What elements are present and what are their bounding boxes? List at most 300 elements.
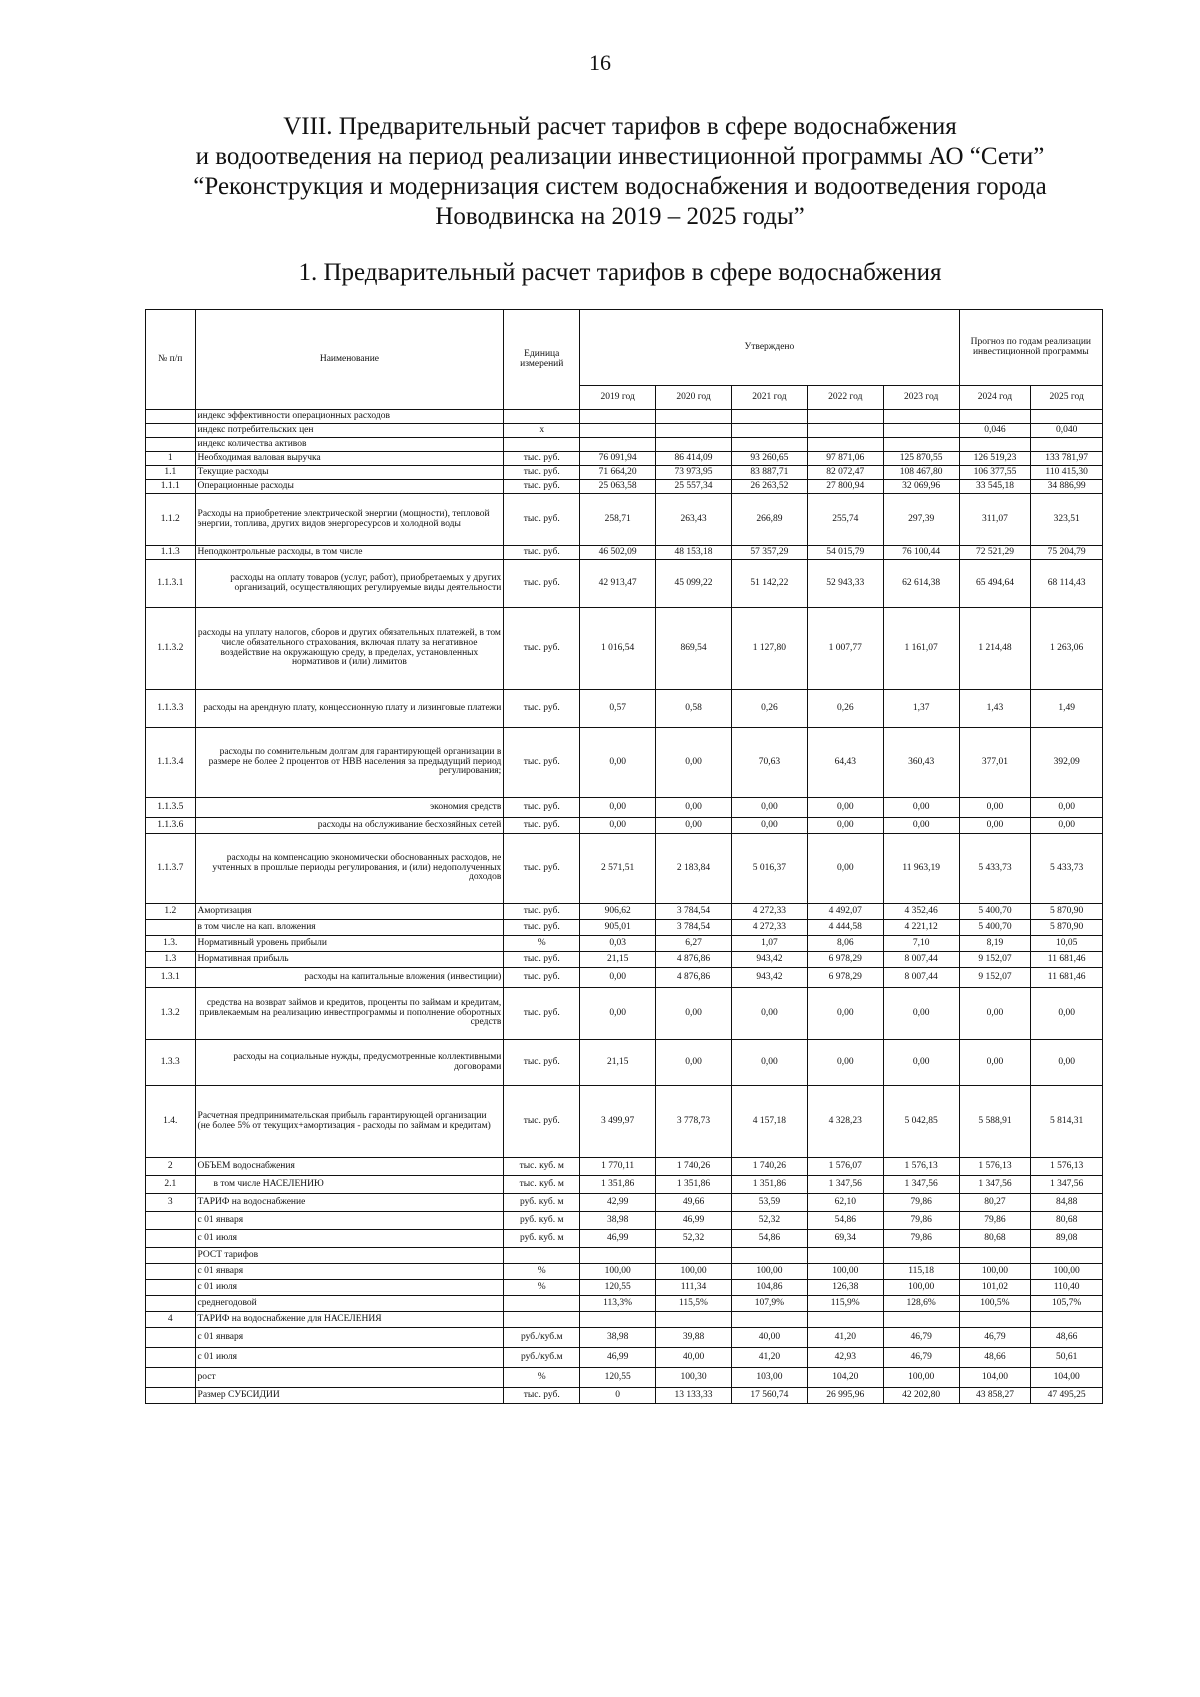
table-row <box>146 1264 1103 1280</box>
row-unit: тыс. руб. <box>504 1388 580 1404</box>
table-row <box>146 1328 1103 1348</box>
row-value: 1 351,86 <box>580 1176 656 1194</box>
row-value: 1,07 <box>731 936 807 952</box>
row-value: 46 502,09 <box>580 546 656 560</box>
row-value: 62,10 <box>807 1194 883 1212</box>
row-value: 13 133,33 <box>656 1388 732 1404</box>
row-name: среднегодовой <box>195 1296 504 1312</box>
row-value: 65 494,64 <box>959 560 1031 608</box>
row-name: Расходы на приобретение электрической энергии (мощности), тепловой энергии, топлива, других видов энергоресурсов и холодной воды <box>195 494 504 546</box>
row-name: Операционные расходы <box>195 480 504 494</box>
row-name: с 01 июля <box>195 1280 504 1296</box>
row-number: 1.1.3.4 <box>146 728 196 798</box>
row-unit: руб. куб. м <box>504 1194 580 1212</box>
row-value: 52 943,33 <box>807 560 883 608</box>
row-unit: тыс. руб. <box>504 818 580 834</box>
row-unit: % <box>504 1368 580 1388</box>
row-value: 0,00 <box>807 988 883 1040</box>
row-value: 26 263,52 <box>731 480 807 494</box>
row-value: 40,00 <box>731 1328 807 1348</box>
row-name: индекс количества активов <box>195 438 504 452</box>
row-unit: тыс. руб. <box>504 1086 580 1158</box>
row-name: РОСТ тарифов <box>195 1248 504 1264</box>
row-value: 5 400,70 <box>959 920 1031 936</box>
row-value: 8 007,44 <box>883 952 959 968</box>
row-value: 0,00 <box>1031 988 1103 1040</box>
row-value: 0,26 <box>731 690 807 728</box>
row-value: 39,88 <box>656 1328 732 1348</box>
row-value: 106 377,55 <box>959 466 1031 480</box>
row-value <box>959 1248 1031 1264</box>
row-unit: % <box>504 1280 580 1296</box>
row-value: 104,20 <box>807 1368 883 1388</box>
table-row <box>146 1158 1103 1176</box>
row-value: 57 357,29 <box>731 546 807 560</box>
row-name: расходы на арендную плату, концессионную плату и лизинговые платежи <box>195 690 504 728</box>
row-value: 6 978,29 <box>807 952 883 968</box>
row-name: Нормативная прибыль <box>195 952 504 968</box>
row-value: 8,06 <box>807 936 883 952</box>
row-value: 69,34 <box>807 1230 883 1248</box>
row-value: 263,43 <box>656 494 732 546</box>
header-name: Наименование <box>195 310 504 410</box>
row-value: 3 784,54 <box>656 920 732 936</box>
row-value: 51 142,22 <box>731 560 807 608</box>
row-value: 1,37 <box>883 690 959 728</box>
row-unit: тыс. руб. <box>504 920 580 936</box>
row-value: 120,55 <box>580 1280 656 1296</box>
row-value: 0,00 <box>807 818 883 834</box>
row-value: 2 571,51 <box>580 834 656 904</box>
row-number: 1.1.3 <box>146 546 196 560</box>
row-number: 2 <box>146 1158 196 1176</box>
row-value: 43 858,27 <box>959 1388 1031 1404</box>
row-number: 3 <box>146 1194 196 1212</box>
row-value: 297,39 <box>883 494 959 546</box>
row-value <box>580 410 656 424</box>
row-number: 1.1.2 <box>146 494 196 546</box>
row-name: ОБЪЕМ водоснабжения <box>195 1158 504 1176</box>
row-value <box>731 410 807 424</box>
heading-line-4: Новодвинска на 2019 – 2025 годы” <box>435 203 805 230</box>
row-number <box>146 1264 196 1280</box>
row-number: 1 <box>146 452 196 466</box>
row-number <box>146 1348 196 1368</box>
row-number: 1.3. <box>146 936 196 952</box>
row-value: 11 963,19 <box>883 834 959 904</box>
row-unit: руб./куб.м <box>504 1328 580 1348</box>
row-value: 11 681,46 <box>1031 952 1103 968</box>
header-num: № п/п <box>146 310 196 410</box>
row-value <box>731 438 807 452</box>
row-value: 126,38 <box>807 1280 883 1296</box>
row-value: 27 800,94 <box>807 480 883 494</box>
row-value: 4 492,07 <box>807 904 883 920</box>
row-value: 46,99 <box>656 1212 732 1230</box>
row-value: 3 784,54 <box>656 904 732 920</box>
row-value: 1 263,06 <box>1031 608 1103 690</box>
row-value: 0,00 <box>656 798 732 818</box>
row-unit: тыс. руб. <box>504 1040 580 1086</box>
row-value <box>807 438 883 452</box>
row-unit: тыс. руб. <box>504 988 580 1040</box>
row-value: 80,68 <box>1031 1212 1103 1230</box>
row-value: 392,09 <box>1031 728 1103 798</box>
row-value: 45 099,22 <box>656 560 732 608</box>
table-row <box>146 1176 1103 1194</box>
row-name: Текущие расходы <box>195 466 504 480</box>
row-unit <box>504 438 580 452</box>
row-value: 83 887,71 <box>731 466 807 480</box>
row-value: 72 521,29 <box>959 546 1031 560</box>
row-value: 0 <box>580 1388 656 1404</box>
row-value: 21,15 <box>580 1040 656 1086</box>
row-value: 86 414,09 <box>656 452 732 466</box>
row-value: 4 221,12 <box>883 920 959 936</box>
row-value: 5 588,91 <box>959 1086 1031 1158</box>
row-value: 100,30 <box>656 1368 732 1388</box>
row-value: 47 495,25 <box>1031 1388 1103 1404</box>
row-value: 1,43 <box>959 690 1031 728</box>
row-value: 0,00 <box>580 968 656 988</box>
row-value: 48,66 <box>1031 1328 1103 1348</box>
row-value: 110 415,30 <box>1031 466 1103 480</box>
row-value: 111,34 <box>656 1280 732 1296</box>
row-value: 377,01 <box>959 728 1031 798</box>
row-value: 5 016,37 <box>731 834 807 904</box>
row-name: в том числе на кап. вложения <box>195 920 504 936</box>
row-value: 32 069,96 <box>883 480 959 494</box>
row-value <box>883 1312 959 1328</box>
row-value: 33 545,18 <box>959 480 1031 494</box>
row-value <box>1031 1312 1103 1328</box>
row-value: 1 161,07 <box>883 608 959 690</box>
row-value: 0,00 <box>656 1040 732 1086</box>
row-value: 68 114,43 <box>1031 560 1103 608</box>
table-row <box>146 1388 1103 1404</box>
row-value: 115,18 <box>883 1264 959 1280</box>
row-name: с 01 июля <box>195 1230 504 1248</box>
row-unit: тыс. руб. <box>504 968 580 988</box>
row-value: 0,58 <box>656 690 732 728</box>
row-value: 5 814,31 <box>1031 1086 1103 1158</box>
row-value: 84,88 <box>1031 1194 1103 1212</box>
row-name: Размер СУБСИДИИ <box>195 1388 504 1404</box>
row-value: 6,27 <box>656 936 732 952</box>
row-value: 0,00 <box>959 798 1031 818</box>
row-unit <box>504 1312 580 1328</box>
row-value: 46,99 <box>580 1348 656 1368</box>
table-row <box>146 466 1103 480</box>
row-value <box>883 410 959 424</box>
row-name: с 01 января <box>195 1264 504 1280</box>
row-value: 93 260,65 <box>731 452 807 466</box>
row-value: 79,86 <box>883 1212 959 1230</box>
row-value: 1 347,56 <box>883 1176 959 1194</box>
row-value: 104,00 <box>959 1368 1031 1388</box>
row-value: 905,01 <box>580 920 656 936</box>
table-row <box>146 410 1103 424</box>
row-name: индекс потребительских цен <box>195 424 504 438</box>
table-row <box>146 1348 1103 1368</box>
row-value: 0,00 <box>1031 818 1103 834</box>
row-value: 48,66 <box>959 1348 1031 1368</box>
row-value: 1 351,86 <box>656 1176 732 1194</box>
table-row <box>146 546 1103 560</box>
row-value: 82 072,47 <box>807 466 883 480</box>
row-value: 105,7% <box>1031 1296 1103 1312</box>
row-value <box>807 410 883 424</box>
row-value: 0,00 <box>580 818 656 834</box>
row-value: 3 499,97 <box>580 1086 656 1158</box>
row-name: ТАРИФ на водоснабжение для НАСЕЛЕНИЯ <box>195 1312 504 1328</box>
row-value: 40,00 <box>656 1348 732 1368</box>
table-row <box>146 1368 1103 1388</box>
table-row <box>146 1086 1103 1158</box>
row-number: 1.1 <box>146 466 196 480</box>
row-value: 100,00 <box>807 1264 883 1280</box>
header-year: 2025 год <box>1031 386 1103 410</box>
row-value: 101,02 <box>959 1280 1031 1296</box>
table-row <box>146 480 1103 494</box>
row-number: 1.1.3.5 <box>146 798 196 818</box>
row-value: 8 007,44 <box>883 968 959 988</box>
row-value <box>807 1248 883 1264</box>
row-number <box>146 410 196 424</box>
row-value: 52,32 <box>656 1230 732 1248</box>
row-value: 100,00 <box>1031 1264 1103 1280</box>
row-value: 79,86 <box>883 1194 959 1212</box>
row-number: 2.1 <box>146 1176 196 1194</box>
table-row <box>146 1248 1103 1264</box>
row-unit: тыс. руб. <box>504 560 580 608</box>
row-value: 0,00 <box>580 988 656 1040</box>
row-value: 0,00 <box>807 1040 883 1086</box>
row-value: 53,59 <box>731 1194 807 1212</box>
row-unit: руб./куб.м <box>504 1348 580 1368</box>
row-value: 52,32 <box>731 1212 807 1230</box>
row-number: 1.4. <box>146 1086 196 1158</box>
row-value <box>883 1248 959 1264</box>
row-value: 76 100,44 <box>883 546 959 560</box>
table-header <box>146 310 1103 410</box>
row-value: 0,00 <box>883 798 959 818</box>
row-number <box>146 1230 196 1248</box>
row-name: Неподконтрольные расходы, в том числе <box>195 546 504 560</box>
row-value: 62 614,38 <box>883 560 959 608</box>
row-value <box>580 1248 656 1264</box>
row-value <box>656 438 732 452</box>
row-value: 8,19 <box>959 936 1031 952</box>
table-row <box>146 438 1103 452</box>
header-year: 2024 год <box>959 386 1031 410</box>
row-value: 38,98 <box>580 1328 656 1348</box>
row-number: 1.3.3 <box>146 1040 196 1086</box>
row-value: 0,00 <box>656 988 732 1040</box>
table-row <box>146 608 1103 690</box>
table-row <box>146 424 1103 438</box>
row-value: 0,26 <box>807 690 883 728</box>
row-value <box>807 1312 883 1328</box>
row-unit: тыс. руб. <box>504 452 580 466</box>
row-value: 100,00 <box>883 1280 959 1296</box>
row-name: индекс эффективности операционных расходов <box>195 410 504 424</box>
row-value: 9 152,07 <box>959 952 1031 968</box>
row-unit: руб. куб. м <box>504 1230 580 1248</box>
row-value: 80,27 <box>959 1194 1031 1212</box>
row-name: Необходимая валовая выручка <box>195 452 504 466</box>
row-value: 1 347,56 <box>959 1176 1031 1194</box>
row-number: 1.3 <box>146 952 196 968</box>
row-value: 5 870,90 <box>1031 920 1103 936</box>
table-row <box>146 920 1103 936</box>
row-value <box>731 424 807 438</box>
row-value: 0,00 <box>731 818 807 834</box>
row-value: 25 557,34 <box>656 480 732 494</box>
row-unit: тыс. куб. м <box>504 1158 580 1176</box>
table-row <box>146 728 1103 798</box>
row-value: 0,00 <box>807 798 883 818</box>
row-unit: % <box>504 1264 580 1280</box>
row-value: 4 157,18 <box>731 1086 807 1158</box>
row-value: 5 433,73 <box>1031 834 1103 904</box>
row-value: 38,98 <box>580 1212 656 1230</box>
row-name: Расчетная предпринимательская прибыль гарантирующей организации (не более 5% от текущих+амортизация - расходы по займам и кредитам) <box>195 1086 504 1158</box>
row-unit <box>504 1296 580 1312</box>
row-value: 46,79 <box>883 1328 959 1348</box>
table-row <box>146 952 1103 968</box>
row-value: 1 347,56 <box>807 1176 883 1194</box>
row-value: 906,62 <box>580 904 656 920</box>
row-unit: тыс. руб. <box>504 466 580 480</box>
row-value: 943,42 <box>731 968 807 988</box>
row-number: 1.1.3.6 <box>146 818 196 834</box>
row-value: 0,00 <box>959 1040 1031 1086</box>
row-unit: тыс. руб. <box>504 480 580 494</box>
row-value: 76 091,94 <box>580 452 656 466</box>
row-value: 0,00 <box>883 818 959 834</box>
row-name: расходы на социальные нужды, предусмотренные коллективными договорами <box>195 1040 504 1086</box>
row-value: 26 995,96 <box>807 1388 883 1404</box>
table-row <box>146 904 1103 920</box>
row-number <box>146 1328 196 1348</box>
row-unit: тыс. руб. <box>504 546 580 560</box>
row-value <box>580 1312 656 1328</box>
row-value: 100,00 <box>731 1264 807 1280</box>
row-value: 943,42 <box>731 952 807 968</box>
row-value <box>731 1312 807 1328</box>
row-name: с 01 января <box>195 1212 504 1230</box>
row-name: расходы на оплату товаров (услуг, работ), приобретаемых у других организаций, осуществляющих регулируемые виды деятельности <box>195 560 504 608</box>
heading-line-2: и водоотведения на период реализации инвестиционной программы АО “Сети” <box>195 143 1045 170</box>
row-number <box>146 1388 196 1404</box>
row-value: 1 351,86 <box>731 1176 807 1194</box>
row-value: 110,40 <box>1031 1280 1103 1296</box>
section-subheading: 1. Предварительный расчет тарифов в сфере водоснабжения <box>298 259 942 286</box>
row-value: 0,046 <box>959 424 1031 438</box>
header-year: 2022 год <box>807 386 883 410</box>
row-value: 1 770,11 <box>580 1158 656 1176</box>
row-value: 0,00 <box>731 1040 807 1086</box>
row-value: 115,9% <box>807 1296 883 1312</box>
row-value: 73 973,95 <box>656 466 732 480</box>
row-value: 100,00 <box>959 1264 1031 1280</box>
row-value: 107,9% <box>731 1296 807 1312</box>
row-value: 100,00 <box>580 1264 656 1280</box>
row-value: 54,86 <box>807 1212 883 1230</box>
row-value: 9 152,07 <box>959 968 1031 988</box>
header-year: 2020 год <box>656 386 732 410</box>
row-value: 54,86 <box>731 1230 807 1248</box>
row-value <box>656 424 732 438</box>
row-value: 4 352,46 <box>883 904 959 920</box>
row-name: экономия средств <box>195 798 504 818</box>
table-row <box>146 560 1103 608</box>
row-value: 6 978,29 <box>807 968 883 988</box>
row-value <box>656 410 732 424</box>
row-value: 4 272,33 <box>731 904 807 920</box>
row-value: 1 740,26 <box>656 1158 732 1176</box>
row-value: 311,07 <box>959 494 1031 546</box>
heading-line-1: VIII. Предварительный расчет тарифов в сфере водоснабжения <box>283 113 957 140</box>
row-name: расходы на компенсацию экономически обоснованных расходов, не учтенных в прошлые периоды регулирования, и (или) недополученных доходов <box>195 834 504 904</box>
table-row <box>146 1296 1103 1312</box>
row-value <box>580 438 656 452</box>
table-row <box>146 1212 1103 1230</box>
row-value: 5 042,85 <box>883 1086 959 1158</box>
table-row <box>146 1230 1103 1248</box>
row-value: 125 870,55 <box>883 452 959 466</box>
row-value: 323,51 <box>1031 494 1103 546</box>
table-row <box>146 1312 1103 1328</box>
row-value: 42 913,47 <box>580 560 656 608</box>
row-value: 5 433,73 <box>959 834 1031 904</box>
row-value: 5 870,90 <box>1031 904 1103 920</box>
table-row <box>146 452 1103 466</box>
row-number: 1.1.3.7 <box>146 834 196 904</box>
row-value: 1 576,13 <box>959 1158 1031 1176</box>
table-row <box>146 818 1103 834</box>
row-value: 4 328,23 <box>807 1086 883 1158</box>
row-value: 41,20 <box>731 1348 807 1368</box>
row-unit <box>504 410 580 424</box>
row-value: 64,43 <box>807 728 883 798</box>
row-number <box>146 920 196 936</box>
row-value: 126 519,23 <box>959 452 1031 466</box>
page-number: 16 <box>589 50 611 75</box>
row-value: 0,00 <box>656 818 732 834</box>
row-value: 103,00 <box>731 1368 807 1388</box>
row-value <box>959 410 1031 424</box>
row-value: 104,86 <box>731 1280 807 1296</box>
row-number: 4 <box>146 1312 196 1328</box>
row-value: 7,10 <box>883 936 959 952</box>
row-value: 50,61 <box>1031 1348 1103 1368</box>
row-unit: х <box>504 424 580 438</box>
row-value: 5 400,70 <box>959 904 1031 920</box>
row-value: 100,00 <box>656 1264 732 1280</box>
row-number <box>146 1212 196 1230</box>
table-body <box>146 410 1103 1404</box>
row-value: 100,5% <box>959 1296 1031 1312</box>
row-name: в том числе НАСЕЛЕНИЮ <box>195 1176 504 1194</box>
row-value: 0,040 <box>1031 424 1103 438</box>
row-name: рост <box>195 1368 504 1388</box>
row-value: 1,49 <box>1031 690 1103 728</box>
row-name: расходы на обслуживание бесхозяйных сетей <box>195 818 504 834</box>
row-value: 10,05 <box>1031 936 1103 952</box>
header-approved: Утверждено <box>580 310 959 386</box>
